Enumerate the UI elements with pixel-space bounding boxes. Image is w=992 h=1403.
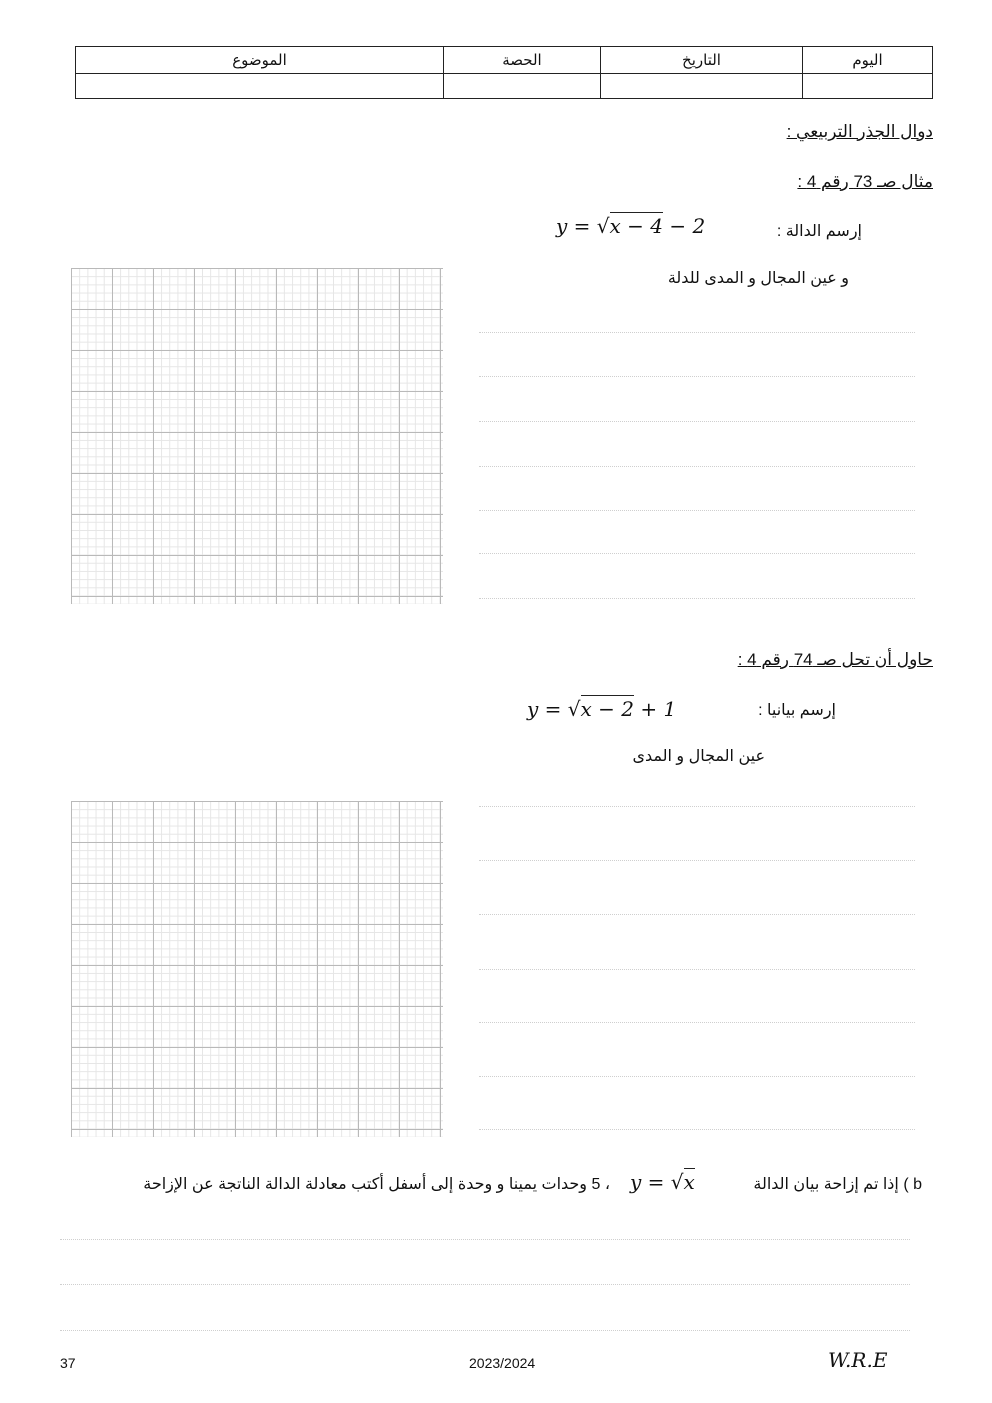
eq-tail: − 2	[669, 214, 706, 238]
header-cell-day[interactable]	[803, 74, 933, 99]
part-b-label: b ) إذا تم إزاحة بيان الدالة	[753, 1176, 922, 1193]
part-b-text: ، 5 وحدات يمينا و وحدة إلى أسفل أكتب معادلة الدالة الناتجة عن الإزاحة	[143, 1176, 610, 1193]
eq-lhs: y =	[527, 697, 562, 721]
header-cell-session[interactable]	[444, 74, 601, 99]
header-cell-date[interactable]	[601, 74, 803, 99]
example-instruction: و عين المجال و المدى للدلة	[667, 270, 849, 287]
school-year: 2023/2024	[469, 1355, 536, 1371]
answer-line[interactable]	[479, 421, 915, 422]
header-table	[75, 46, 933, 99]
answer-line[interactable]	[479, 553, 915, 554]
header-col-date: التاريخ	[601, 47, 803, 74]
answer-line[interactable]	[479, 376, 915, 377]
answer-line[interactable]	[479, 598, 915, 599]
answer-line[interactable]	[479, 969, 915, 970]
answer-line[interactable]	[479, 510, 915, 511]
answer-line[interactable]	[479, 1022, 915, 1023]
radical-sign: √	[567, 697, 581, 721]
example-equation	[556, 214, 705, 238]
answer-line[interactable]	[479, 1076, 915, 1077]
radical-sign: √	[596, 214, 610, 238]
example-prompt: إرسم الدالة :	[776, 223, 862, 240]
page-number: 37	[60, 1355, 76, 1371]
graph-paper-1[interactable]	[71, 268, 443, 604]
try-equation	[527, 697, 676, 721]
example-heading: مثال صـ 73 رقم 4 :	[797, 172, 933, 191]
try-prompt: إرسم بيانيا :	[758, 702, 836, 719]
answer-line[interactable]	[479, 914, 915, 915]
answer-line[interactable]	[479, 466, 915, 467]
try-instruction: عين المجال و المدى	[632, 748, 765, 765]
header-col-session: الحصة	[444, 47, 601, 74]
part-b-equation	[630, 1170, 695, 1194]
answer-line[interactable]	[479, 332, 915, 333]
header-col-day: اليوم	[803, 47, 933, 74]
eq-tail: + 1	[640, 697, 677, 721]
graph-paper-2[interactable]	[71, 801, 443, 1137]
eq-radicand: x − 4	[609, 214, 664, 238]
answer-line[interactable]	[60, 1330, 910, 1331]
answer-line[interactable]	[479, 806, 915, 807]
answer-line[interactable]	[60, 1239, 910, 1240]
author-signature: W.R.E	[828, 1348, 888, 1372]
answer-line[interactable]	[479, 1129, 915, 1130]
eq-radicand: x − 2	[580, 697, 635, 721]
answer-line[interactable]	[479, 860, 915, 861]
eq-radicand: x	[683, 1170, 695, 1194]
eq-lhs: y =	[630, 1170, 665, 1194]
header-col-subject: الموضوع	[76, 47, 444, 74]
try-heading: حاول أن تحل صـ 74 رقم 4 :	[737, 650, 933, 669]
answer-line[interactable]	[60, 1284, 910, 1285]
eq-lhs: y =	[556, 214, 591, 238]
section-title: دوال الجذر التربيعي :	[786, 122, 933, 141]
header-cell-subject[interactable]	[76, 74, 444, 99]
radical-sign: √	[670, 1170, 684, 1194]
